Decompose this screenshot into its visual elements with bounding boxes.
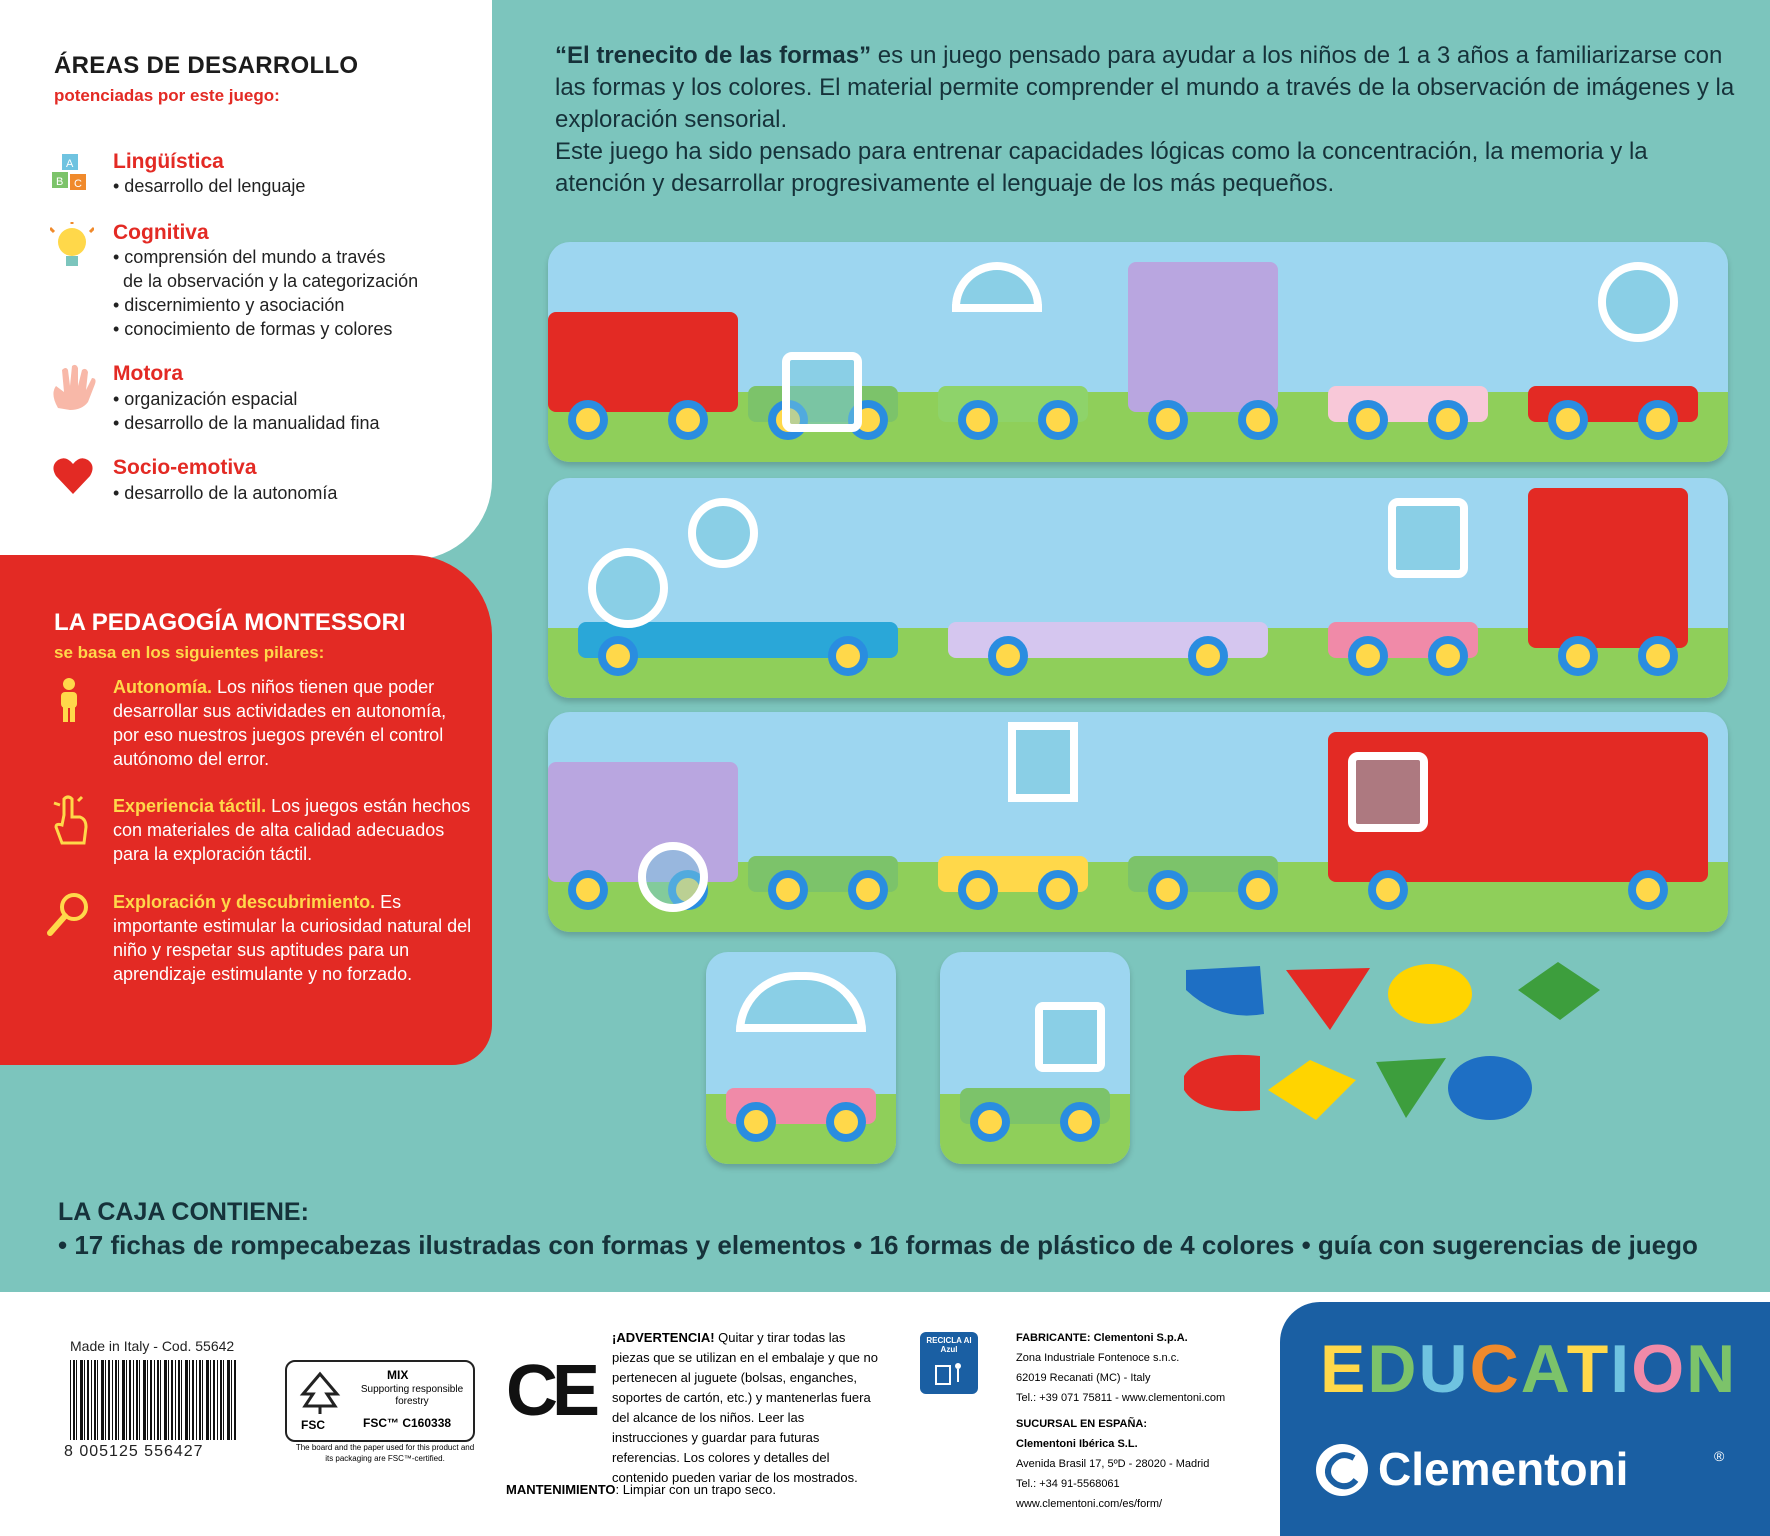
magnifier-icon [46,891,92,937]
fsc-mix: MIX [387,1368,409,1382]
box-contents-title: LA CAJA CONTIENE: [58,1198,309,1226]
intro-text [555,40,1745,200]
puzzle-piece-extra-1 [706,952,896,1164]
development-panel [0,0,492,560]
development-subtitle: potenciadas por este juego: [54,86,280,105]
fsc-code: FSC™ C160338 [363,1416,452,1430]
tree-icon [297,1370,343,1414]
area-cognitiva-line: • discernimiento y asociación [113,295,345,315]
fsc-note: The board and the paper used for this product and its packaging are FSC™-certified. [295,1443,475,1463]
barcode [70,1360,240,1440]
puzzle-piece-extra-2 [940,952,1130,1164]
pillar-experiencia-tactil: Experiencia táctil. Los juegos están hechos con materiales de alta calidad adecuados para la exploración táctil. [113,796,471,864]
area-linguistica-line: • desarrollo del lenguaje [113,176,306,196]
branch-title: SUCURSAL EN ESPAÑA: [1016,1418,1147,1430]
area-motora-line: • desarrollo de la manualidad fina [113,413,380,433]
abc-blocks-icon [48,152,96,200]
hand-icon [48,364,98,412]
education-letter: C [1469,1331,1521,1407]
area-motora-title: Motora [113,362,183,385]
education-letter: U [1418,1331,1470,1407]
education-letter: D [1367,1331,1419,1407]
pillar-autonomia: Autonomía. Los niños tienen que poder desarrollar sus actividades en autonomía, por eso nuestros juegos prevén el control autónomo del error. [113,677,447,769]
svg-text:C: C [74,178,82,190]
development-title: ÁREAS DE DESARROLLO [54,52,359,79]
area-motora-line: • organización espacial [113,389,298,409]
touch-icon [50,795,90,845]
svg-text:A: A [66,158,74,170]
fsc-label: FSC [301,1418,325,1432]
montessori-title: LA PEDAGOGÍA MONTESSORI [54,609,406,636]
intro-highlight: “El trenecito de las formas” [555,42,872,69]
fsc-logo [285,1360,475,1442]
heart-icon [52,456,94,496]
barcode-number: 8 005125 556427 [64,1443,204,1460]
recycle-badge [920,1332,978,1394]
bin-icon [934,1360,964,1391]
montessori-subtitle: se basa en los siguientes pilares: [54,643,325,662]
clementoni-logo-icon [1314,1442,1370,1498]
branch-line: Tel.: +34 91-5568061 [1016,1478,1120,1490]
registered-mark: ® [1714,1448,1725,1464]
area-cognitiva-line: • comprensión del mundo a través [113,247,386,267]
education-letter: N [1686,1331,1738,1407]
lightbulb-icon [50,222,94,274]
education-letter: O [1631,1331,1687,1407]
education-letter: T [1566,1331,1611,1407]
warning-text: ¡ADVERTENCIA! Quitar y tirar todas las piezas que se utilizan en el embalaje y que no pertenecen al juguete (bolsas, enganches, soportes de cartón, etc.) y mantenerlas fuera del alcance de los niños. Leer las instrucciones y guardar para futuras referencias. Los colores y detalles del contenido pueden variar de los mostrados. [612,1330,878,1485]
montessori-panel [0,555,492,1065]
brand-box [1280,1302,1770,1536]
area-linguistica-title: Lingüística [113,150,224,173]
recycle-label: RECICLA Al Azul [926,1336,972,1354]
maintenance-text: MANTENIMIENTO: Limpiar con un trapo seco. [506,1482,776,1497]
area-cognitiva-line: • conocimiento de formas y colores [113,319,393,339]
branch-line: www.clementoni.com/es/form/ [1016,1498,1163,1510]
area-cognitiva-line: de la observación y la categorización [113,271,419,291]
maker-line: Zona Industriale Fontenoce s.n.c. [1016,1352,1180,1364]
education-letter: I [1610,1331,1632,1407]
puzzle-train-row-3 [548,712,1728,932]
made-in-code: Made in Italy - Cod. 55642 [70,1338,235,1354]
puzzle-train-row-1 [548,242,1728,462]
intro-body: es un juego pensado para ayudar a los niños de 1 a 3 años a familiarizarse con las formas y los colores. El material permite comprender el mundo a través de la observación de imágenes y la exploración sensorial. [555,42,1735,133]
maker-title: FABRICANTE: Clementoni S.p.A. [1016,1332,1188,1344]
area-socioemotiva-line: • desarrollo de la autonomía [113,483,338,503]
area-cognitiva-title: Cognitiva [113,221,209,244]
maker-block [1016,1328,1276,1514]
ce-mark: CE [506,1351,595,1431]
area-socioemotiva-title: Socio-emotiva [113,456,257,479]
person-icon [56,677,82,723]
branch-name: Clementoni Ibérica S.L. [1016,1438,1138,1450]
maker-line: 62019 Recanati (MC) - Italy [1016,1372,1151,1384]
fsc-support: Supporting responsible forestry [360,1384,464,1407]
clementoni-wordmark: Clementoni [1378,1443,1629,1495]
box-contents-list: • 17 fichas de rompecabezas ilustradas con formas y elementos • 16 formas de plástico de 4 colores • guía con sugerencias de juego [58,1230,1698,1260]
svg-text:B: B [56,176,64,188]
education-letter: A [1520,1331,1567,1407]
puzzle-train-row-2 [548,478,1728,698]
intro-body-2: Este juego ha sido pensado para entrenar capacidades lógicas como la concentración, la memoria y la atención y desarrollar progresivamente el lenguaje de los más pequeños. [555,138,1648,197]
branch-line: Avenida Brasil 17, 5ºD - 28020 - Madrid [1016,1458,1210,1470]
plastic-shapes [1180,960,1760,1170]
pillar-exploracion: Exploración y descubrimiento. Es importante estimular la curiosidad natural del niño y respetar sus aptitudes para un aprendizaje estimulante y no forzado. [113,892,472,984]
education-logo [1320,1330,1737,1408]
maker-line: Tel.: +39 071 75811 - www.clementoni.com [1016,1392,1226,1404]
education-letter: E [1320,1331,1368,1407]
